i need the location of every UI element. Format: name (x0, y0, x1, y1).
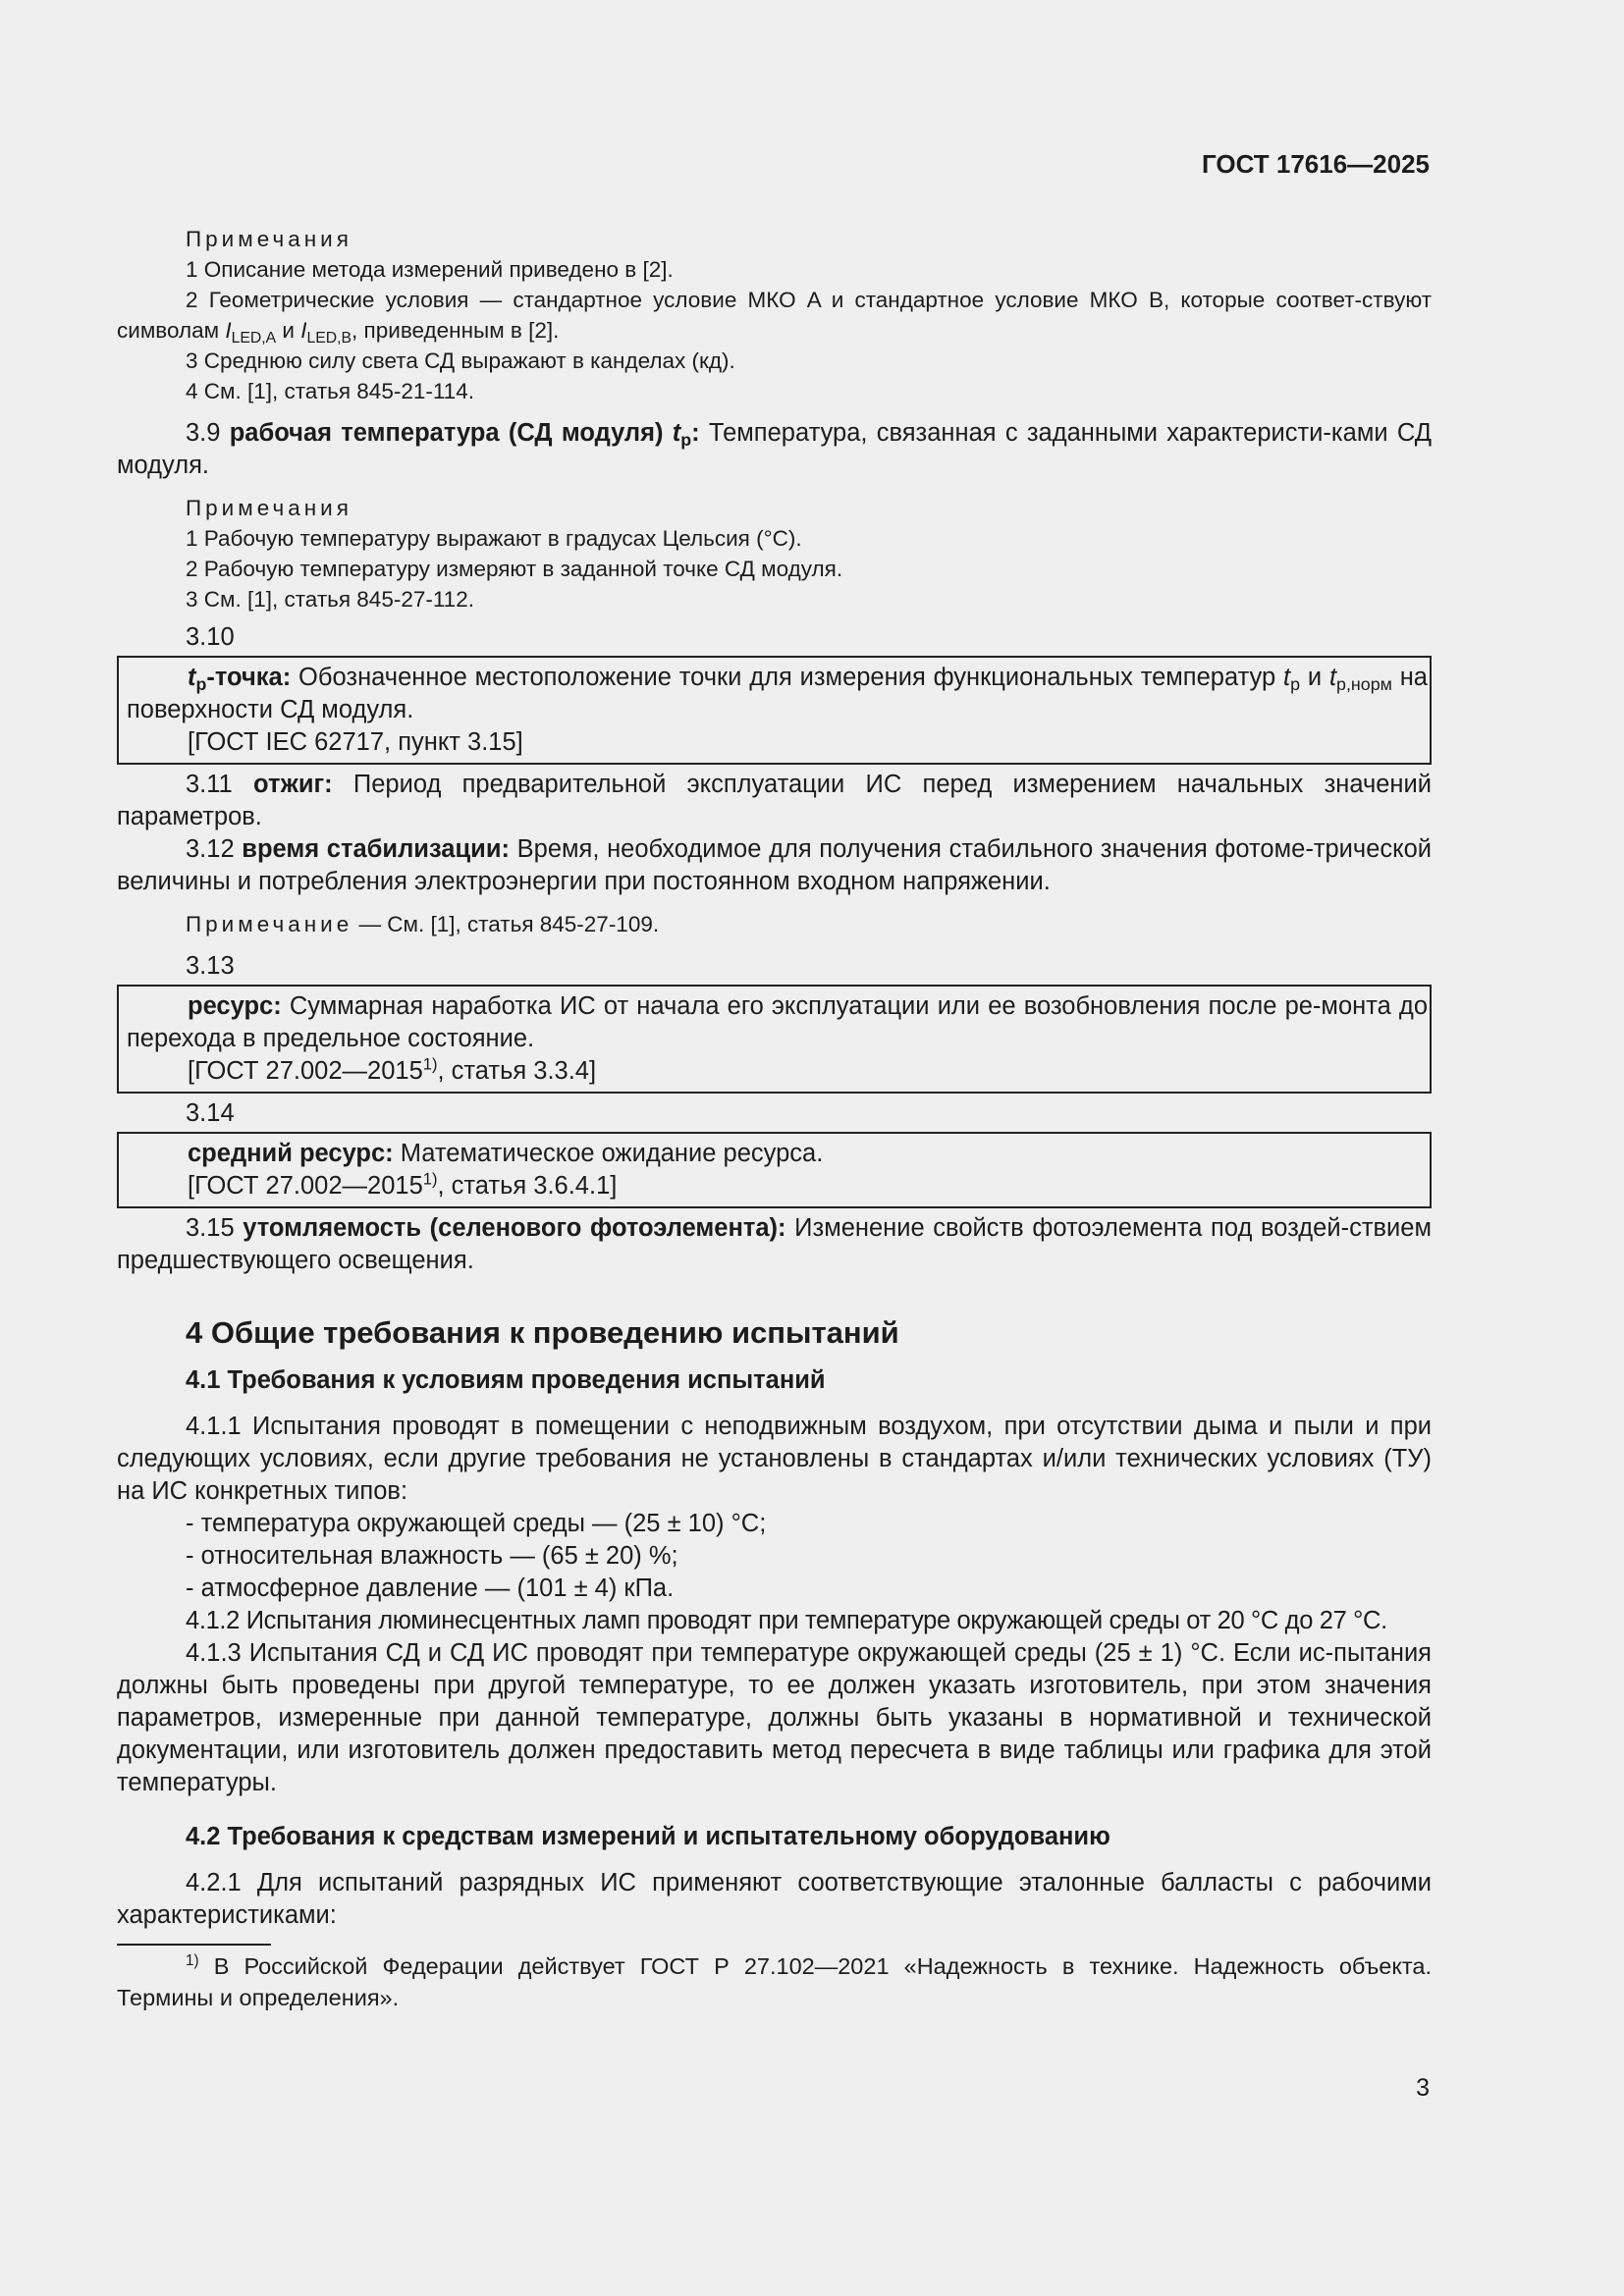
note-2: 2 Рабочую температуру измеряют в заданной точке СД модуля. (186, 557, 843, 581)
term-3-13-box (117, 985, 1432, 1094)
footnote-reference[interactable]: 1) (422, 1169, 438, 1189)
section-4-heading: 4 Общие требования к проведению испытаний (186, 1315, 899, 1350)
term-3-14-box (117, 1132, 1432, 1208)
term-3-14-definition: средний ресурс: Математическое ожидание ресурса. (188, 1140, 824, 1167)
notes-3-8 (117, 224, 1432, 406)
note-3: 3 См. [1], статья 845-27-112. (186, 587, 474, 612)
term-3-9: 3.9 рабочая температура (СД модуля) $t_p$: Температура, связанная с заданными характеристи-ками СД модуля. (117, 419, 1432, 479)
list-item: - относительная влажность — (65 ± 20) %; (186, 1542, 678, 1570)
term-3-15: 3.15 утомляемость (селенового фотоэлемента): Изменение свойств фотоэлемента под воздей-ствием предшествующего освещения. (117, 1214, 1432, 1274)
term-3-13-source: [ГОСТ 27.002—2015$^{1)}$, статья 3.3.4] (188, 1054, 597, 1085)
footnote: $^{1)}$ В Российской Федерации действует ГОСТ Р 27.102—2021 «Надежность в технике. Надежность объекта. Термины и определения». (117, 1952, 1432, 2010)
clause-4-1-3: 4.1.3 Испытания СД и СД ИС проводят при температуре окружающей среды (25 ± 1) °С. Если ис-пытания должны быть проведены при другой температуре, то ее должен указать изготовитель, при этом значения параметров, измеренные при данной температуре, должны быть указаны в нормативной и технической документации, или изготовитель должен предоставить метод пересчета в виде таблицы или графика для этой температуры. (117, 1639, 1432, 1796)
term-3-10-definition: $t_p$-точка: Обозначенное местоположение точки для измерения функциональных температур $t_p$ и $t_{p,норм}$ на поверхности СД модуля. (127, 664, 1428, 723)
footnote-separator (117, 1944, 271, 1946)
term-3-11: 3.11 отжиг: Период предварительной эксплуатации ИС перед измерением начальных значений параметров. (117, 771, 1433, 830)
term-3-14-source: [ГОСТ 27.002—2015$^{1)}$, статья 3.6.4.1] (188, 1169, 618, 1200)
term-3-10-box (117, 656, 1432, 765)
clause-4-1-1: 4.1.1 Испытания проводят в помещении с неподвижным воздухом, при отсутствии дыма и пыли и при следующих условиях, если другие требования не установлены в стандартах и/или технических условиях (ТУ) на ИС конкретных типов: (117, 1413, 1432, 1505)
page-number: 3 (1416, 2074, 1430, 2102)
notes-heading: Примечания (186, 496, 352, 520)
term-3-14-number: 3.14 (186, 1099, 235, 1127)
note-4: 4 См. [1], статья 845-21-114. (186, 379, 474, 403)
term-3-10-number: 3.10 (186, 623, 235, 651)
notes-heading: Примечания (186, 227, 352, 251)
clause-4-2-1: 4.2.1 Для испытаний разрядных ИС применяют соответствующие эталонные балласты с рабочими характеристиками: (117, 1869, 1432, 1929)
term-3-10-source: [ГОСТ IEC 62717, пункт 3.15] (188, 728, 523, 756)
note-2: 2 Геометрические условия — стандартное условие МКО A и стандартное условие МКО B, которые соответ-ствуют символам $I_{LED,A}$ и $I_{LED,B}$, приведенным в [2]. (117, 288, 1432, 347)
clause-4-1-2: 4.1.2 Испытания люминесцентных ламп проводят при температуре окружающей среды от 20 °С до 27 °С. (186, 1607, 1387, 1634)
running-header: ГОСТ 17616—2025 (1202, 149, 1430, 179)
footnote-reference[interactable]: 1) (422, 1054, 438, 1074)
notes-3-9 (117, 493, 1432, 614)
note-3: 3 Среднюю силу света СД выражают в канделах (кд). (186, 348, 735, 373)
note-1: 1 Рабочую температуру выражают в градусах Цельсия (°С). (186, 526, 802, 551)
subsection-4-2-heading: 4.2 Требования к средствам измерений и испытательному оборудованию (186, 1823, 1110, 1850)
note-3-12: Примечание — См. [1], статья 845-27-109. (186, 912, 660, 936)
list-item: - температура окружающей среды — (25 ± 10) °С; (186, 1510, 767, 1537)
subsection-4-1-heading: 4.1 Требования к условиям проведения испытаний (186, 1366, 826, 1394)
term-3-12: 3.12 время стабилизации: Время, необходимое для получения стабильного значения фотоме-трической величины и потребления электроэнергии при постоянном входном напряжении. (117, 835, 1433, 895)
term-3-13-definition: ресурс: Суммарная наработка ИС от начала его эксплуатации или ее возобновления после ре-монта до перехода в предельное состояние. (127, 992, 1428, 1052)
page-body (117, 224, 1432, 2013)
list-item: - атмосферное давление — (101 ± 4) кПа. (186, 1575, 675, 1602)
note-1: 1 Описание метода измерений приведено в [2]. (186, 257, 674, 282)
term-3-13-number: 3.13 (186, 952, 235, 980)
